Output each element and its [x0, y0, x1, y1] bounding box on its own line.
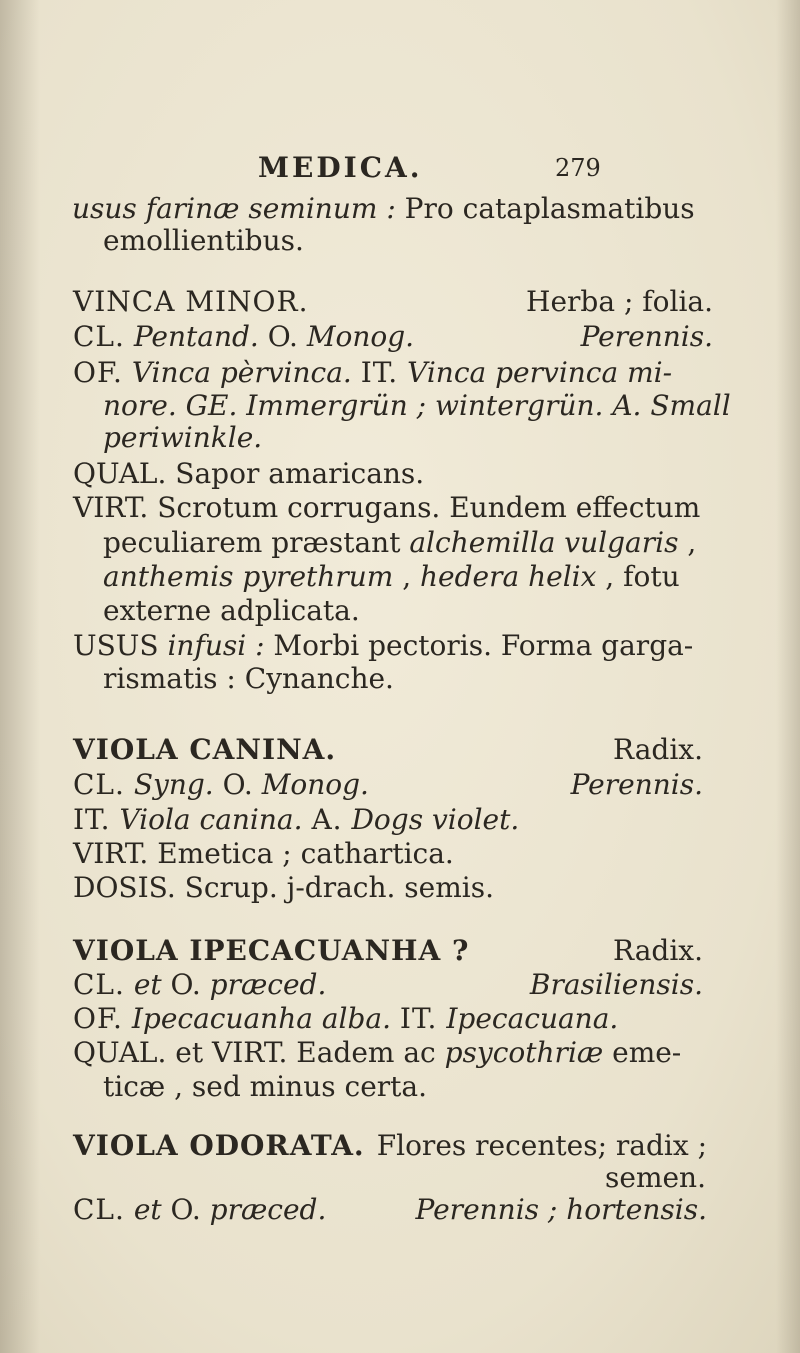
text-line: rismatis : Cynanche. — [103, 662, 394, 695]
text-span: A. — [311, 803, 343, 836]
text-line: nore. GE. Immergrün ; wintergrün. A. Small — [103, 389, 731, 422]
running-title: MEDICA. — [258, 151, 423, 184]
origin-label: Brasiliensis. — [529, 968, 703, 1001]
text-span: præced. — [209, 1193, 327, 1226]
entry-heading: VIOLA CANINA. — [73, 733, 337, 766]
text-line: externe adplicata. — [103, 594, 360, 627]
entry-part: Flores recentes; radix ; — [376, 1129, 707, 1162]
entry-heading: VIOLA IPECACUANHA ? — [73, 934, 470, 967]
left-gutter-shadow — [0, 0, 40, 1353]
text-line: QUAL. Sapor amaricans. — [73, 457, 425, 490]
text-line: peculiarem præstant alchemilla vulgaris , — [103, 526, 697, 559]
text-line: USUS infusi : Morbi pectoris. Forma garga- — [73, 629, 694, 662]
text-span: Ipecacuanha alba. — [131, 1002, 391, 1035]
entry-part-continued: semen. — [605, 1161, 706, 1194]
text-span: Viola canina. — [119, 803, 303, 836]
text-span: CL. — [73, 768, 125, 801]
text-span: CL. — [73, 1193, 125, 1226]
text-span: et — [133, 1193, 162, 1226]
classification-line: CL. et O. præced. — [73, 968, 327, 1001]
text-span: hedera helix — [420, 560, 597, 593]
text-span: Ipecacuana. — [446, 1002, 619, 1035]
page-number: 279 — [555, 154, 601, 182]
text-line: VIRT. Scrotum corrugans. Eundem effectum — [73, 491, 701, 524]
text-span: anthemis pyrethrum — [103, 560, 394, 593]
duration-label: Perennis. — [580, 320, 713, 353]
text-span: Syng. — [133, 768, 214, 801]
text-line: ticæ , sed minus certa. — [103, 1070, 427, 1103]
entry-heading: VIOLA ODORATA. — [73, 1129, 365, 1162]
text-span: Vinca pervinca mi- — [407, 356, 673, 389]
classification-line: CL. et O. præced. — [73, 1193, 327, 1226]
text-span: usus farinæ seminum : — [72, 192, 396, 225]
text-span: Monog. — [306, 320, 415, 353]
entry-part: Radix. — [613, 733, 703, 766]
text-line: emollientibus. — [103, 224, 304, 257]
text-span: Pentand. — [133, 320, 259, 353]
entry-part: Radix. — [613, 934, 703, 967]
text-span: et — [133, 968, 162, 1001]
text-span: CL. — [73, 320, 125, 353]
text-span: Vinca pèrvinca. — [131, 356, 352, 389]
text-span: OF. — [73, 1002, 123, 1035]
text-line — [73, 357, 672, 389]
text-span: alchemilla vulgaris — [409, 526, 679, 559]
duration-label: Perennis ; hortensis. — [415, 1193, 707, 1226]
text-span: Dogs violet. — [351, 803, 520, 836]
text-span: infusi : — [167, 629, 265, 662]
text-line — [73, 804, 519, 836]
classification-line: CL. Syng. O. Monog. — [73, 768, 369, 801]
entry-heading: VINCA MINOR. — [73, 285, 309, 318]
right-edge-shadow — [776, 0, 800, 1353]
text-line: DOSIS. Scrup. j-drach. semis. — [73, 871, 495, 904]
text-span: psycothriæ — [444, 1036, 604, 1069]
text-span: CL. — [73, 968, 125, 1001]
text-span: præced. — [209, 968, 327, 1001]
text-span: Monog. — [261, 768, 369, 801]
entry-part: Herba ; folia. — [526, 285, 713, 318]
text-line: VIRT. Emetica ; cathartica. — [73, 837, 454, 870]
text-line: periwinkle. — [103, 421, 263, 454]
text-line: QUAL. et VIRT. Eadem ac psycothriæ eme- — [73, 1036, 682, 1069]
text-line: anthemis pyrethrum , hedera helix , fotu — [103, 560, 680, 593]
duration-label: Perennis. — [570, 768, 703, 801]
classification-line: CL. Pentand. O. Monog. — [73, 320, 415, 353]
text-span: IT. — [73, 803, 111, 836]
text-span: IT. — [399, 1002, 438, 1035]
text-line — [73, 1003, 618, 1035]
text-span: OF. — [73, 356, 123, 389]
text-line: usus farinæ seminum : Pro cataplasmatibus — [72, 192, 695, 225]
text-span: IT. — [360, 356, 399, 389]
